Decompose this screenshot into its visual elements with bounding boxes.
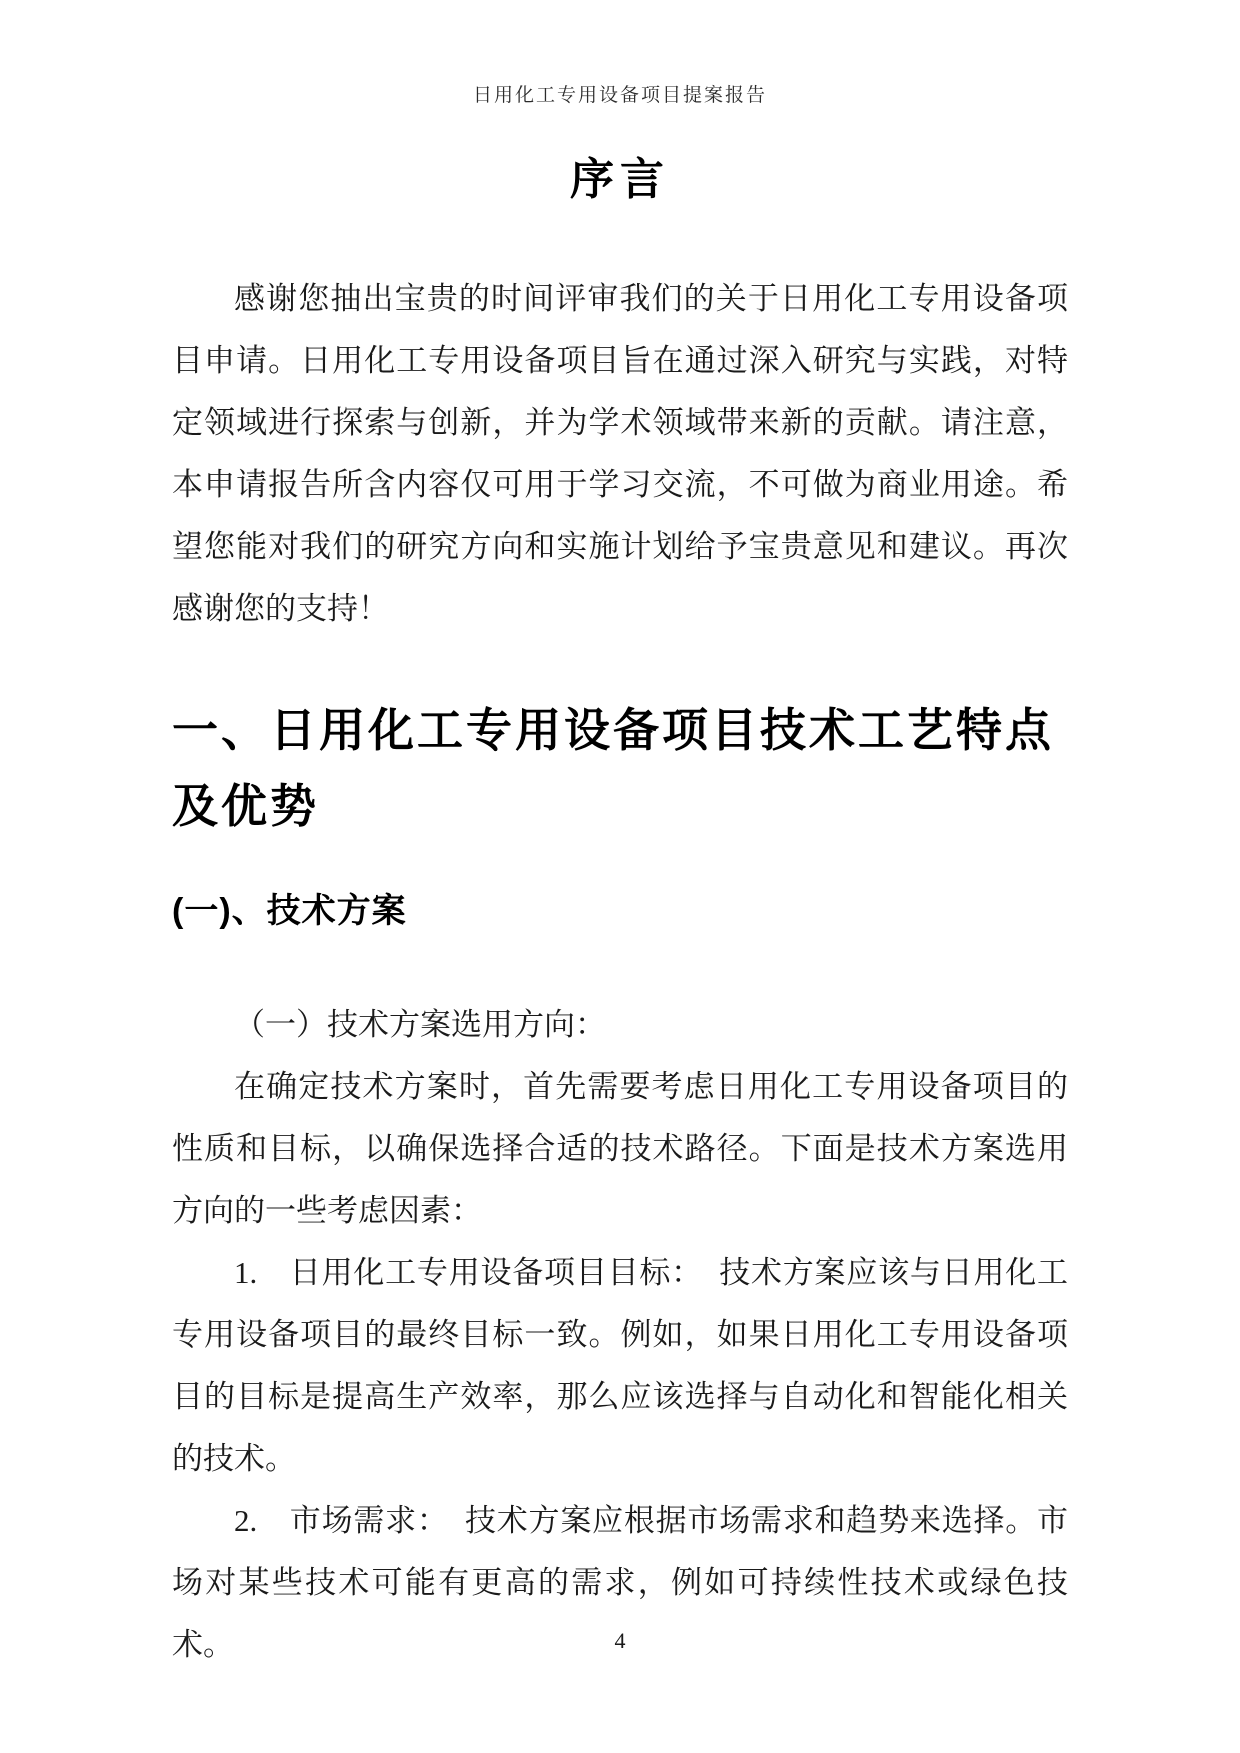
document-header: 日用化工专用设备项目提案报告 — [472, 85, 767, 106]
body-paragraph: 2. 市场需求： 技术方案应根据市场需求和趋势来选择。市场对某些技术可能有更高的需求，例如可持续性技术或绿色技术。 — [172, 1503, 1068, 1662]
section-1-body — [172, 994, 1068, 1676]
section-1-subheading: (一)、技术方案 — [172, 892, 407, 930]
body-paragraph: 1. 日用化工专用设备项目目标： 技术方案应该与日用化工专用设备项目的最终目标一致。例如，如果日用化工专用设备项目的目标是提高生产效率，那么应该选择与自动化和智能化相关的技术。 — [172, 1255, 1068, 1476]
page-number: 4 — [614, 1628, 626, 1653]
preface-paragraph: 感谢您抽出宝贵的时间评审我们的关于日用化工专用设备项目申请。日用化工专用设备项目旨在通过深入研究与实践，对特定领域进行探索与创新，并为学术领域带来新的贡献。请注意，本申请报告所含内容仅可用于学习交流，不可做为商业用途。希望您能对我们的研究方向和实施计划给予宝贵意见和建议。再次感谢您的支持！ — [172, 281, 1068, 626]
preface-title: 序言 — [570, 155, 670, 204]
body-paragraph: （一）技术方案选用方向： — [234, 1007, 606, 1042]
body-paragraph: 在确定技术方案时，首先需要考虑日用化工专用设备项目的性质和目标，以确保选择合适的技术路径。下面是技术方案选用方向的一些考虑因素： — [172, 1069, 1068, 1228]
section-1-heading: 一、日用化工专用设备项目技术工艺特点及优势 — [172, 704, 1054, 832]
